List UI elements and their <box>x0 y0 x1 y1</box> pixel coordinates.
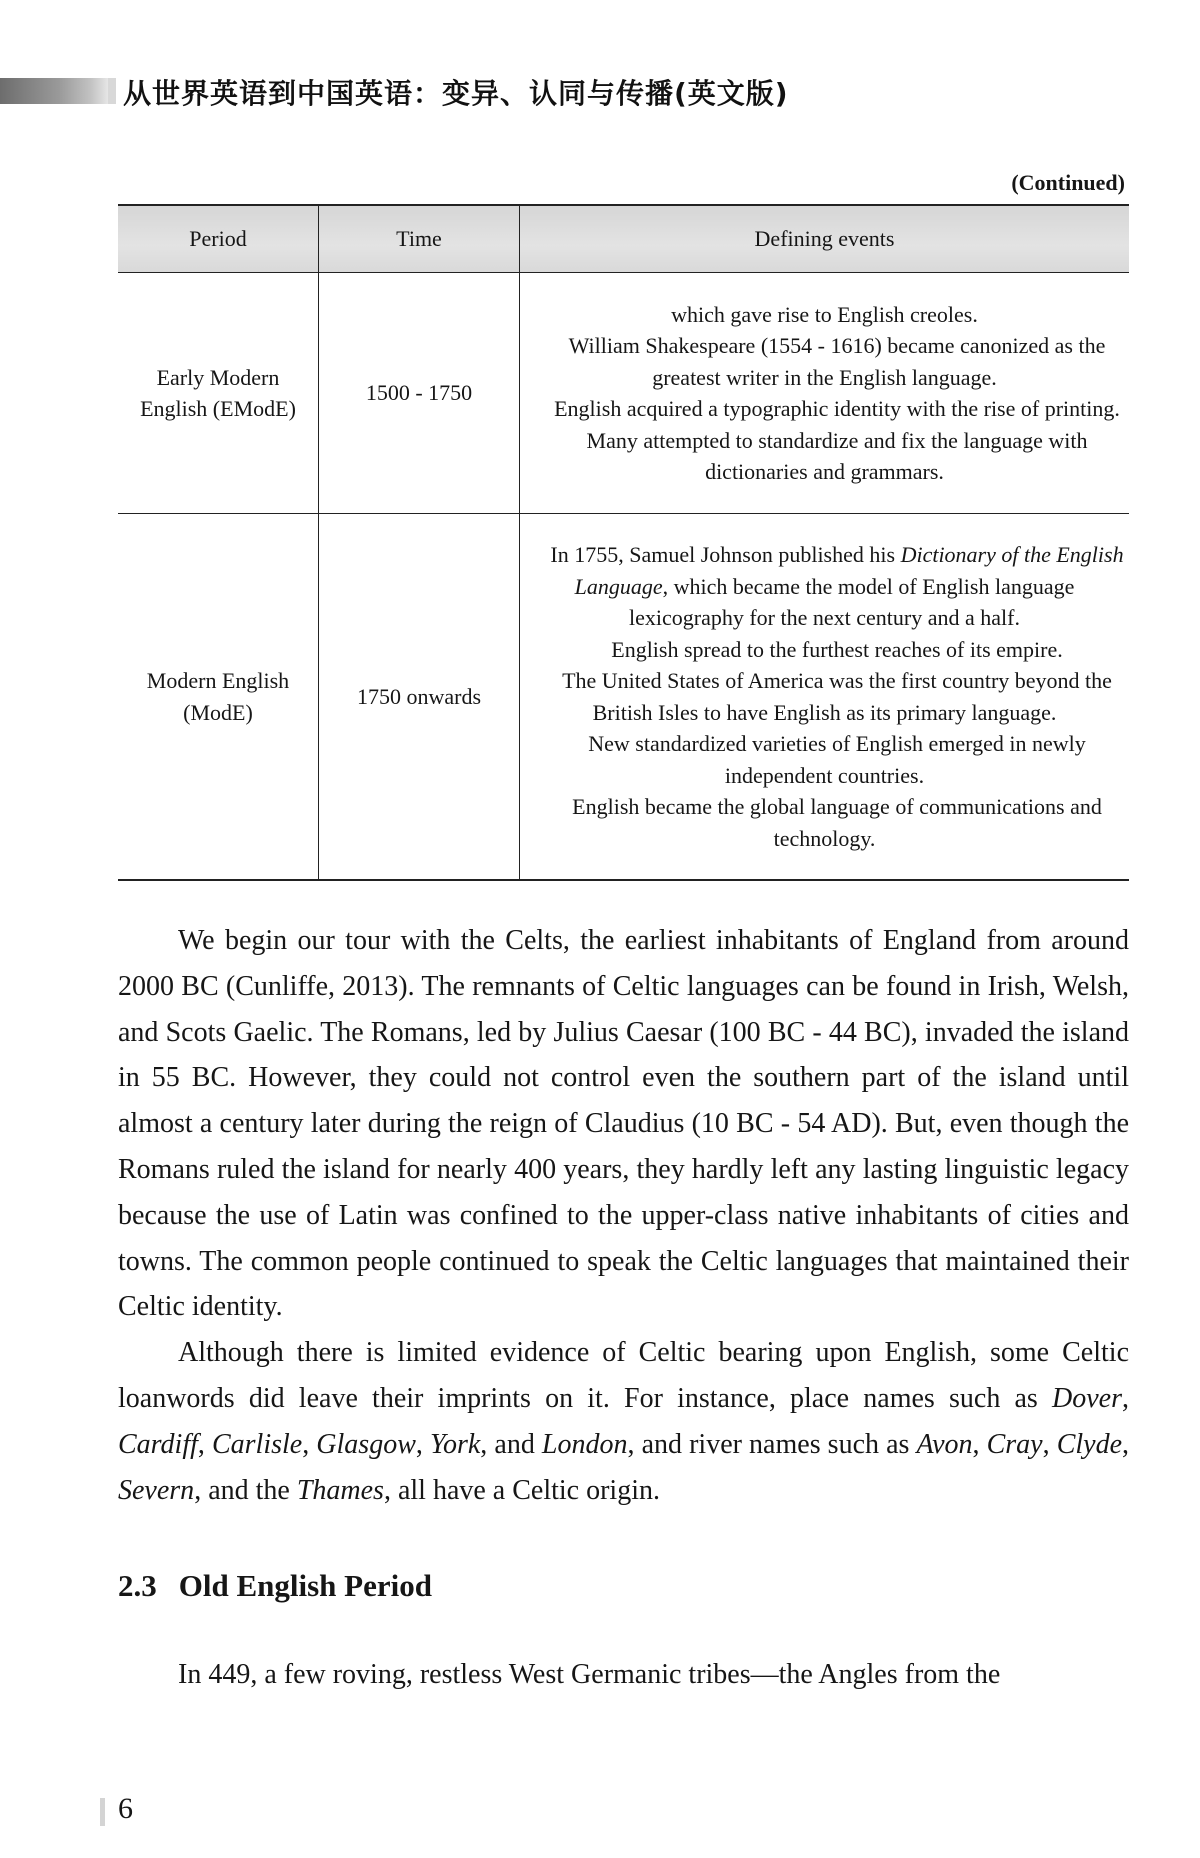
event-item: English acquired a typographic identity with the rise of printing. <box>554 396 1120 421</box>
river-name: Cray <box>986 1428 1043 1460</box>
separator: , <box>1122 1382 1129 1414</box>
period-name: Early Modern <box>156 364 280 390</box>
event-text: In 1755, Samuel Johnson published his <box>550 542 901 567</box>
event-item: The United States of America was the first country beyond the British Isles to have English as its primary language. <box>562 668 1112 725</box>
paragraph: In 449, a few roving, restless West Germanic tribes—the Angles from the <box>178 1659 1001 1690</box>
running-header <box>0 60 1200 120</box>
event-item: New standardized varieties of English emerged in newly independent countries. <box>588 731 1086 788</box>
event-item: Many attempted to standardize and fix the language with dictionaries and grammars. <box>586 427 1088 484</box>
event-item <box>520 539 1129 634</box>
events-cell <box>520 514 1130 881</box>
separator: , <box>415 1428 430 1460</box>
events-cell <box>520 273 1130 514</box>
section-title: Old English Period <box>178 1568 432 1603</box>
place-name: Carlisle <box>211 1428 303 1460</box>
period-cell <box>118 273 319 514</box>
header-time: Time <box>319 205 520 273</box>
event-item: which gave rise to English creoles. <box>671 301 978 327</box>
page-edge-mark <box>100 1798 105 1826</box>
event-item: English spread to the furthest reaches of its empire. <box>611 636 1063 662</box>
table-row <box>118 273 1129 514</box>
period-cell <box>118 514 319 881</box>
paragraph-text: , and river names such as <box>627 1428 917 1460</box>
paragraph <box>118 1330 1129 1513</box>
period-abbrev: (ModE) <box>183 699 253 725</box>
history-table <box>118 204 1129 881</box>
river-name: Avon <box>916 1428 973 1460</box>
separator: , <box>302 1428 317 1460</box>
river-name: Severn <box>118 1474 195 1506</box>
paragraph-text: , all have a Celtic origin. <box>383 1474 660 1506</box>
page-number: 6 <box>118 1792 133 1825</box>
body-text <box>118 918 1129 1513</box>
continued-label: (Continued) <box>1011 170 1125 195</box>
header-decoration-bar <box>0 78 108 104</box>
separator: , <box>1042 1428 1057 1460</box>
place-name: Glasgow <box>316 1428 416 1460</box>
place-name: London <box>541 1428 628 1460</box>
separator: , and <box>480 1428 542 1460</box>
event-item: English became the global language of communications and technology. <box>572 794 1102 851</box>
event-text: , which became the model of English language lexicography for the next century and a half. <box>629 573 1075 630</box>
section-heading <box>118 1568 432 1604</box>
separator: , <box>972 1428 987 1460</box>
river-name: Clyde <box>1056 1428 1123 1460</box>
place-name: Cardiff <box>118 1428 198 1460</box>
book-title-italic: Dictionary of the English Language <box>574 542 1124 599</box>
place-name: York <box>429 1428 481 1460</box>
paragraph-text: Although there is limited evidence of Celtic bearing upon English, some Celtic loanwords did leave their imprints on it. For instance, place names such as <box>118 1337 1129 1414</box>
table-header-row <box>118 205 1129 273</box>
period-name: Modern English <box>146 668 290 693</box>
place-name: Dover <box>1052 1382 1122 1414</box>
separator: , <box>197 1428 212 1460</box>
time-cell: 1500 - 1750 <box>319 273 520 514</box>
event-item: William Shakespeare (1554 - 1616) became canonized as the greatest writer in the English language. <box>568 333 1106 390</box>
river-name: Thames <box>296 1474 384 1506</box>
book-title: 从世界英语到中国英语：变异、认同与传播(英文版) <box>123 77 789 110</box>
time-cell: 1750 onwards <box>319 514 520 881</box>
table-row <box>118 514 1129 881</box>
header-defining-events: Defining events <box>520 205 1130 273</box>
paragraph: We begin our tour with the Celts, the earliest inhabitants of England from around 2000 BC (Cunliffe, 2013). The remnants of Celtic languages can be found in Irish, Welsh, and Scots Gaelic. The Romans, led by Julius Caesar (100 BC - 44 BC), invaded the island in 55 BC. However, they could not control even the southern part of the island until almost a century later during the reign of Claudius (10 BC - 54 AD). But, even though the Romans ruled the island for nearly 400 years, they hardly left any lasting linguistic legacy because the use of Latin was confined to the upper-class native inhabitants of cities and towns. The common people continued to speak the Celtic languages that maintained their Celtic identity. <box>118 925 1129 1323</box>
header-period: Period <box>118 205 319 273</box>
separator: , <box>1122 1428 1130 1460</box>
period-abbrev: English (EModE) <box>140 396 296 421</box>
separator: , and the <box>194 1474 297 1506</box>
section-body <box>118 1652 1129 1698</box>
section-number: 2.3 <box>118 1568 157 1603</box>
